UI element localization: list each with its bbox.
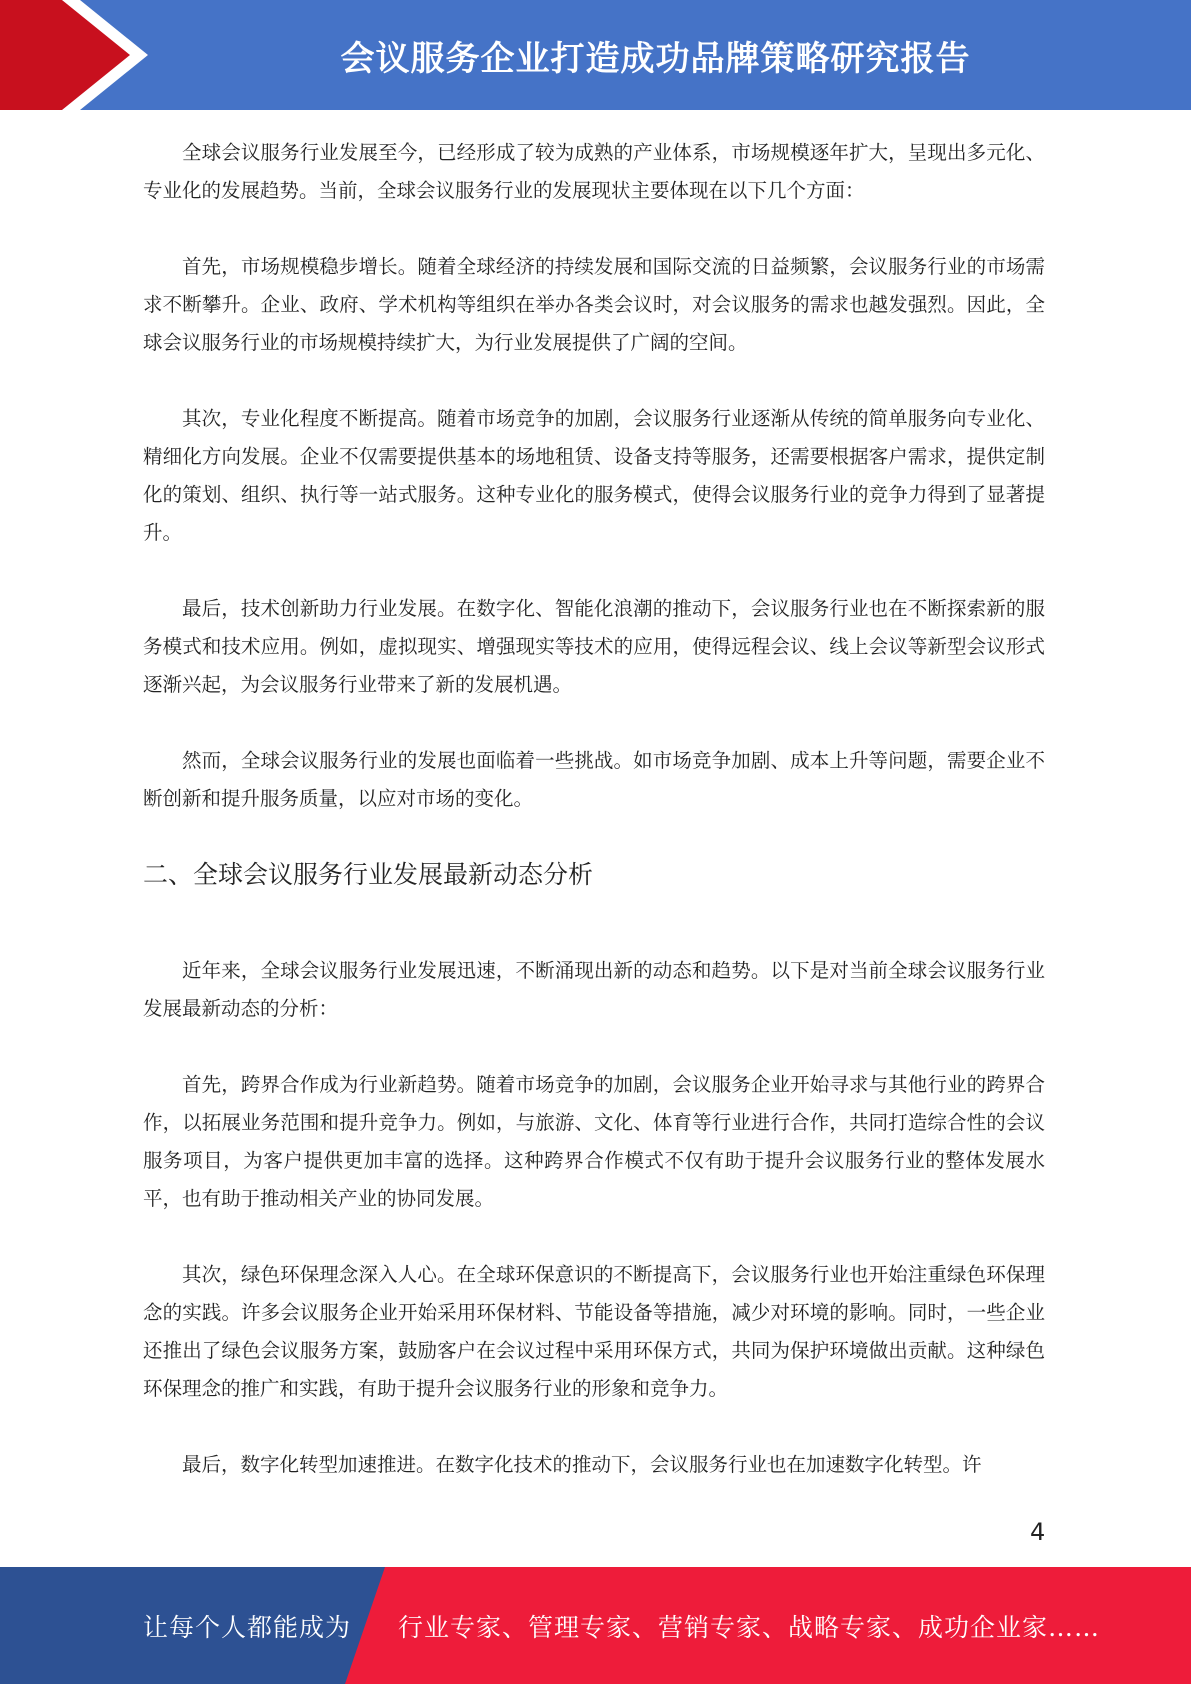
document-body [143, 134, 1045, 1522]
footer-slogan-right: 行业专家、管理专家、营销专家、战略专家、成功企业家…… [398, 1612, 1101, 1642]
paragraph: 然而，全球会议服务行业的发展也面临着一些挑战。如市场竞争加剧、成本上升等问题，需要企业不断创新和提升服务质量，以应对市场的变化。 [143, 749, 1045, 810]
paragraph: 首先，市场规模稳步增长。随着全球经济的持续发展和国际交流的日益频繁，会议服务行业的市场需求不断攀升。企业、政府、学术机构等组织在举办各类会议时，对会议服务的需求也越发强烈。因此，全球会议服务行业的市场规模持续扩大，为行业发展提供了广阔的空间。 [143, 255, 1045, 354]
paragraph: 最后，数字化转型加速推进。在数字化技术的推动下，会议服务行业也在加速数字化转型。许 [182, 1453, 982, 1476]
paragraph: 最后，技术创新助力行业发展。在数字化、智能化浪潮的推动下，会议服务行业也在不断探索新的服务模式和技术应用。例如，虚拟现实、增强现实等技术的应用，使得远程会议、线上会议等新型会议形式逐渐兴起，为会议服务行业带来了新的发展机遇。 [143, 597, 1045, 696]
page-footer [0, 1567, 1191, 1684]
page-number: 4 [1030, 1518, 1046, 1546]
paragraph: 首先，跨界合作成为行业新趋势。随着市场竞争的加剧，会议服务企业开始寻求与其他行业的跨界合作，以拓展业务范围和提升竞争力。例如，与旅游、文化、体育等行业进行合作，共同打造综合性的会议服务项目，为客户提供更加丰富的选择。这种跨界合作模式不仅有助于提升会议服务行业的整体发展水平，也有助于推动相关产业的协同发展。 [143, 1073, 1045, 1210]
report-title: 会议服务企业打造成功品牌策略研究报告 [340, 38, 971, 79]
section-heading: 二、全球会议服务行业发展最新动态分析 [143, 860, 594, 889]
red-arrow-shape [0, 0, 148, 110]
footer-slogan-left: 让每个人都能成为 [143, 1612, 352, 1642]
paragraph: 其次，绿色环保理念深入人心。在全球环保意识的不断提高下，会议服务行业也开始注重绿色环保理念的实践。许多会议服务企业开始采用环保材料、节能设备等措施，减少对环境的影响。同时，一些企业还推出了绿色会议服务方案，鼓励客户在会议过程中采用环保方式，共同为保护环境做出贡献。这种绿色环保理念的推广和实践，有助于提升会议服务行业的形象和竞争力。 [143, 1263, 1045, 1400]
paragraph: 近年来，全球会议服务行业发展迅速，不断涌现出新的动态和趋势。以下是对当前全球会议服务行业发展最新动态的分析： [143, 959, 1045, 1020]
paragraph: 全球会议服务行业发展至今，已经形成了较为成熟的产业体系，市场规模逐年扩大，呈现出多元化、专业化的发展趋势。当前，全球会议服务行业的发展现状主要体现在以下几个方面： [143, 141, 1045, 202]
paragraph: 其次，专业化程度不断提高。随着市场竞争的加剧，会议服务行业逐渐从传统的简单服务向专业化、精细化方向发展。企业不仅需要提供基本的场地租赁、设备支持等服务，还需要根据客户需求，提供定制化的策划、组织、执行等一站式服务。这种专业化的服务模式，使得会议服务行业的竞争力得到了显著提升。 [143, 407, 1045, 544]
page-header [0, 0, 1191, 110]
